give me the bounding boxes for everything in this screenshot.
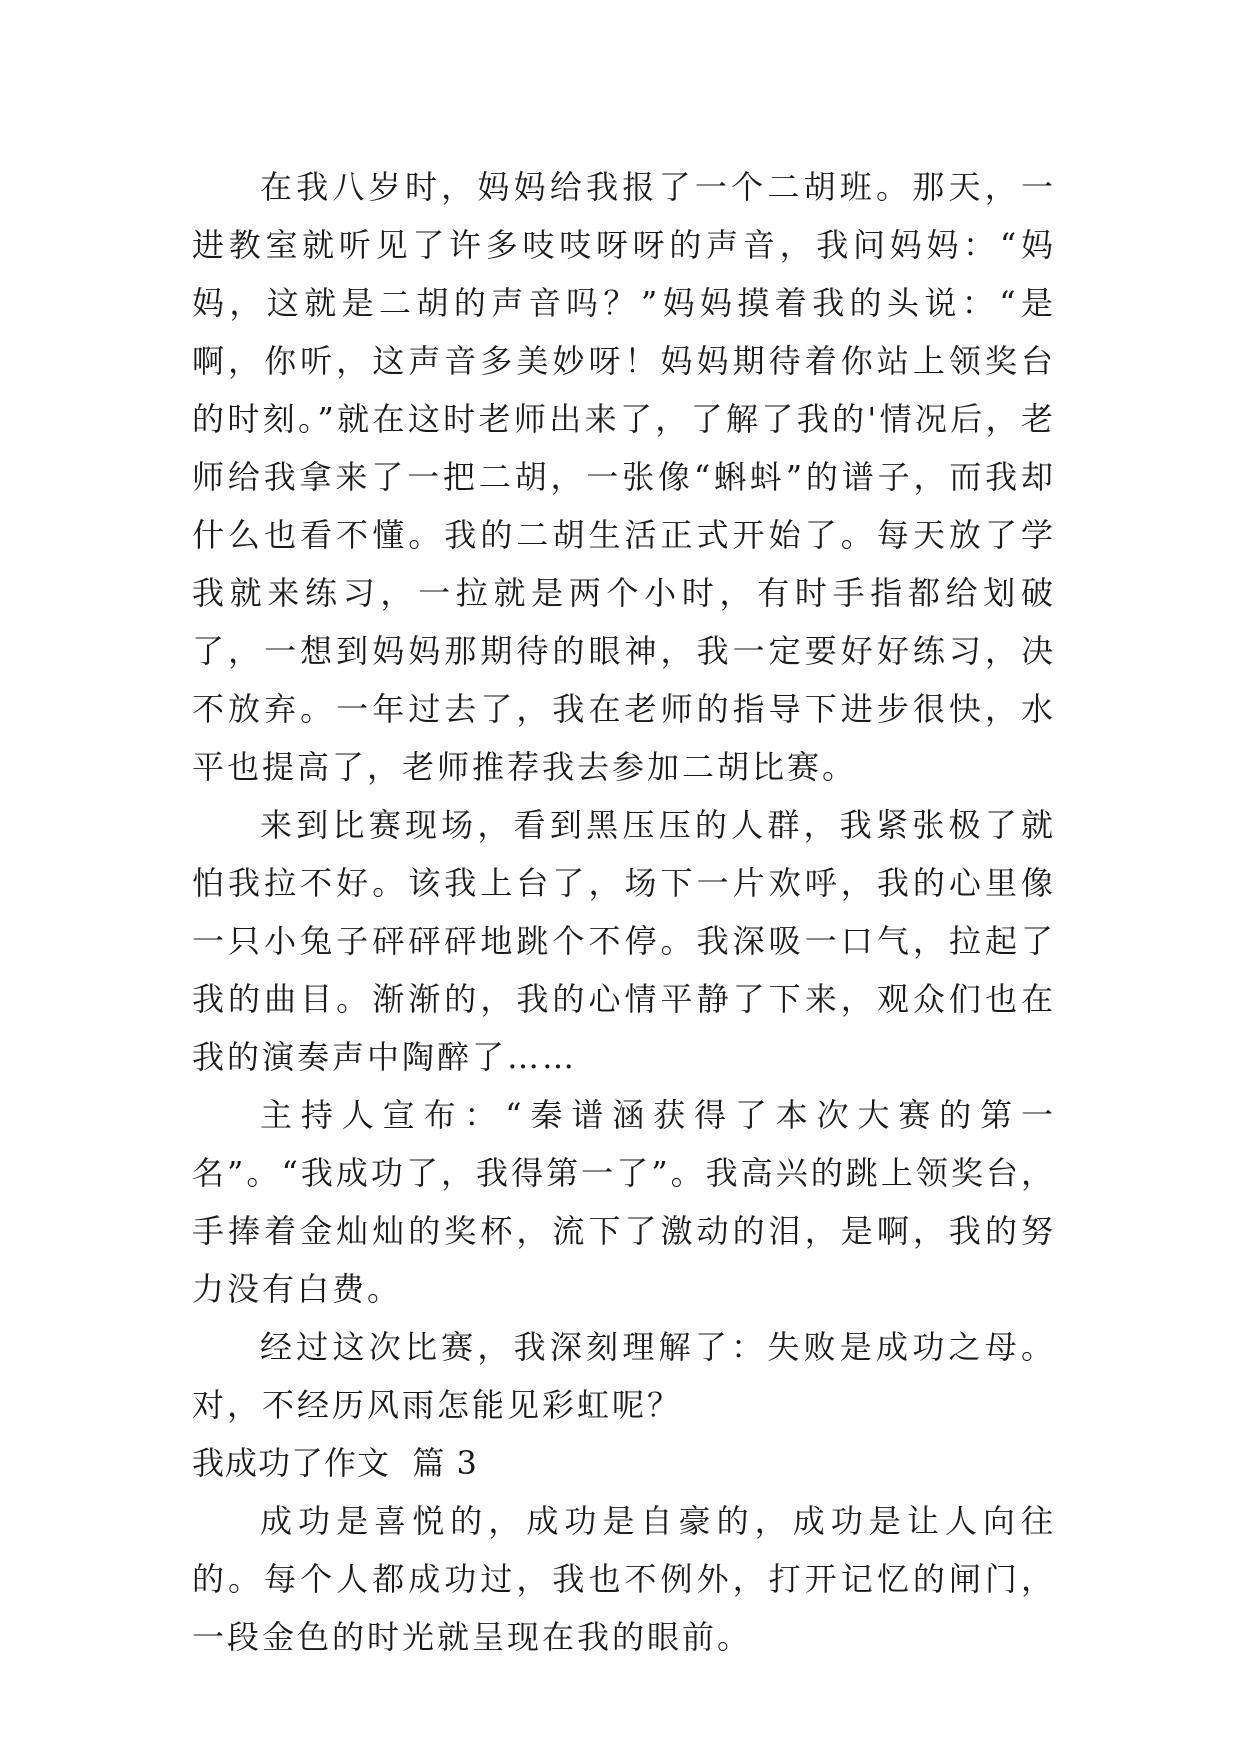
paragraph-announcement: 主持人宣布：“秦谱涵获得了本次大赛的第一名”。“我成功了，我得第一了”。我高兴的跳上领奖台，手捧着金灿灿的奖杯，流下了激动的泪，是啊，我的努力没有白费。 [192,1096,1056,1308]
paragraph-lesson: 经过这次比赛，我深刻理解了：失败是成功之母。对，不经历风雨怎能见彩虹呢？ [192,1328,1056,1424]
section-heading: 我成功了作文 篇 3 [192,1444,478,1482]
paragraph-competition: 来到比赛现场，看到黑压压的人群，我紧张极了就怕我拉不好。该我上台了，场下一片欢呼，我的心里像一只小兔子砰砰砰地跳个不停。我深吸一口气，拉起了我的曲目。渐渐的，我的心情平静了下来，观众们也在我的演奏声中陶醉了…… [192,806,1056,1076]
essay-body [192,158,1056,1666]
paragraph-erhu-class: 在我八岁时，妈妈给我报了一个二胡班。那天，一进教室就听见了许多吱吱呀呀的声音，我问妈妈：“妈妈，这就是二胡的声音吗？”妈妈摸着我的头说：“是啊，你听，这声音多美妙呀！妈妈期待着你站上领奖台的时刻。”就在这时老师出来了，了解了我的'情况后，老师给我拿来了一把二胡，一张像“蝌蚪”的谱子，而我却什么也看不懂。我的二胡生活正式开始了。每天放了学我就来练习，一拉就是两个小时，有时手指都给划破了，一想到妈妈那期待的眼神，我一定要好好练习，决不放弃。一年过去了，我在老师的指导下进步很快，水平也提高了，老师推荐我去参加二胡比赛。 [192,168,1056,786]
paragraph-success-intro: 成功是喜悦的，成功是自豪的，成功是让人向往的。每个人都成功过，我也不例外，打开记忆的闸门，一段金色的时光就呈现在我的眼前。 [192,1502,1056,1656]
